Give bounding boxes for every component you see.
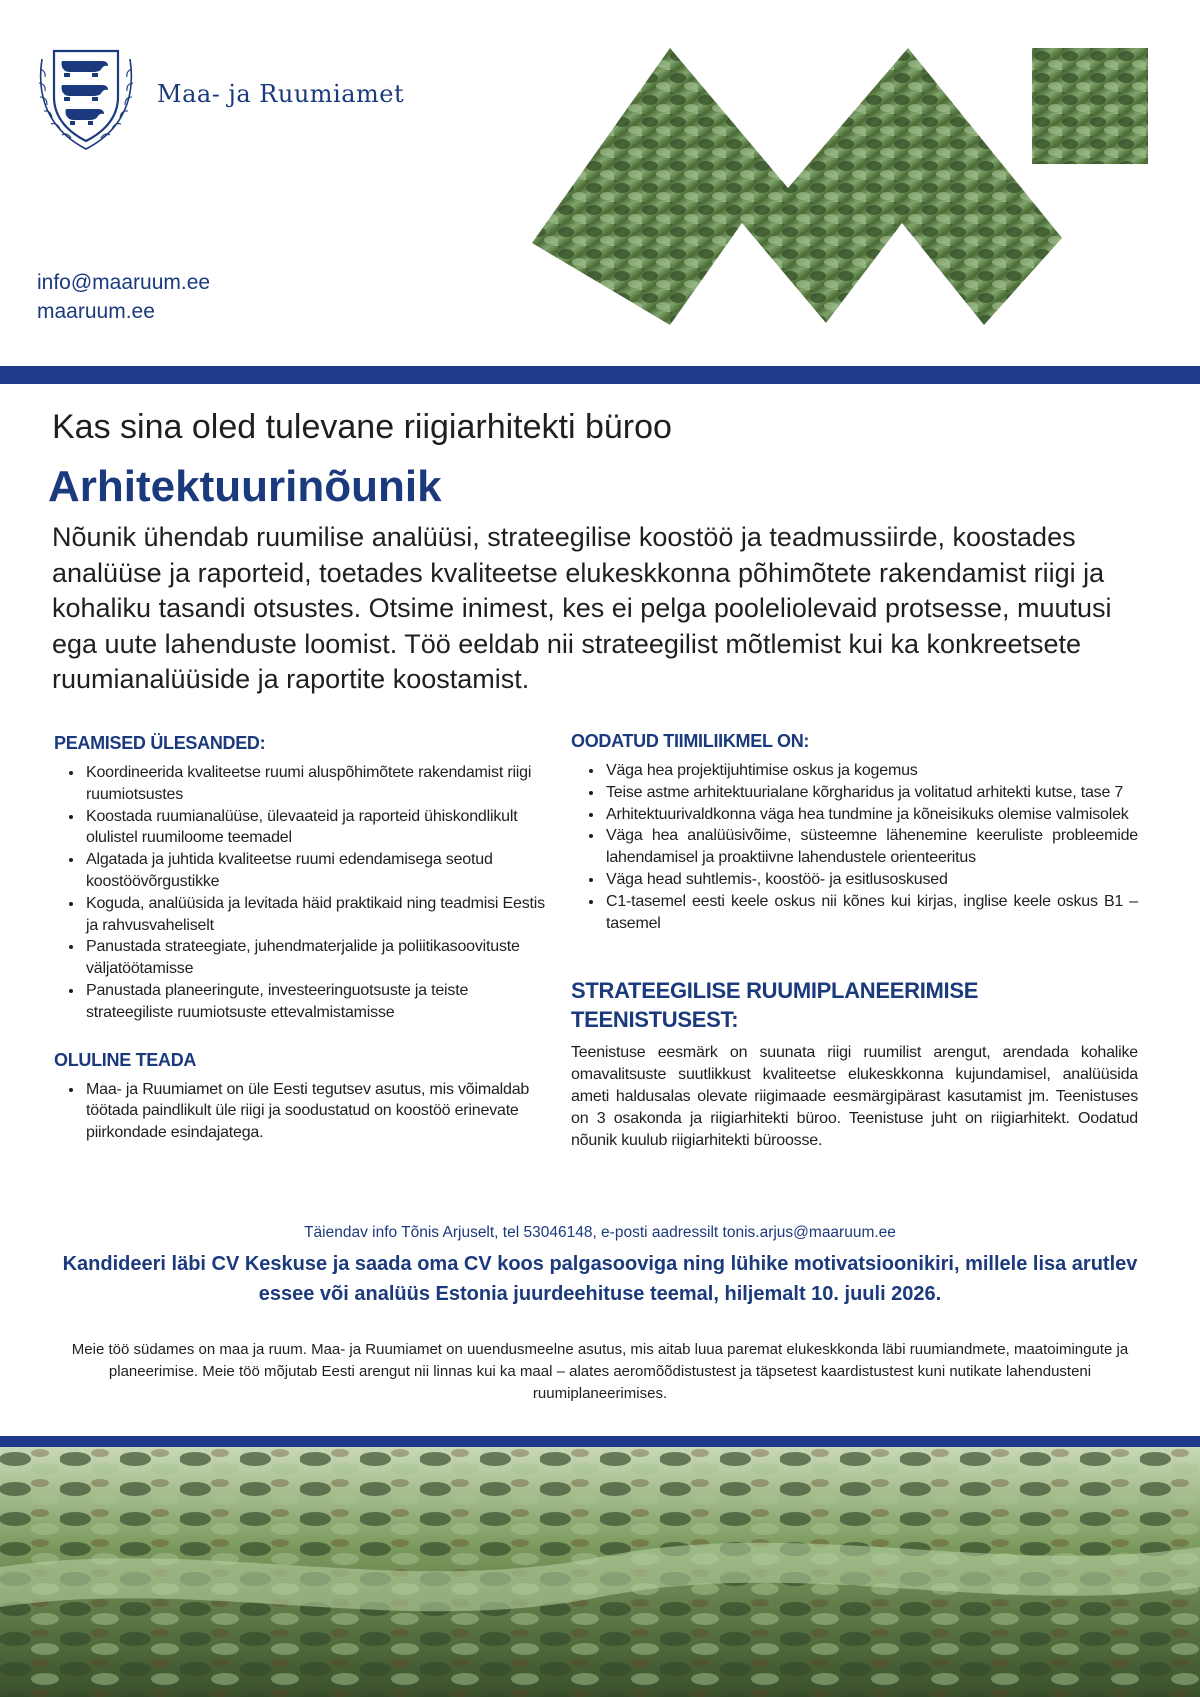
service-description: Teenistuse eesmärk on suunata riigi ruumilist arengut, arendada kohalike omavalitsuste suutlikkust kvaliteetse elukeskkonna kujundamisel, analüüsida ameti haldusalas olevate riigimaade eesmärgipärast kasutamist jm. Teenistuses on 3 osakonda ja riigiarhitekti büroo. Teenistuse juht on riigiarhitekt. Oodatud nõunik kuulub riigiarhitekti büroosse.: [571, 1044, 1138, 1149]
list-item: • C1-tasemel eesti keele oskus nii kõnes kui kirjas, inglise keele oskus B1 – tasemel: [604, 891, 1138, 935]
list-item: • Koostada ruumianalüüse, ülevaateid ja raporteid ühiskondlikult olulistel ruumiloome teemadel: [84, 806, 554, 850]
job-title: Arhitektuurinõunik: [48, 462, 442, 511]
list-item: • Panustada planeeringute, investeeringuotsuste ja teiste strateegiliste ruumiotsuste ettevalmistamisse: [84, 980, 554, 1024]
list-item: • Arhitektuurivaldkonna väga hea tundmine ja kõneisikuks olemise valmisolek: [604, 804, 1138, 826]
list-item: • Väga hea projektijuhtimise oskus ja kogemus: [604, 760, 1138, 782]
list-item: • Teise astme arhitektuurialane kõrgharidus ja volitatud arhitekti kutse, tase 7: [604, 782, 1138, 804]
about-organization: Meie töö südames on maa ja ruum. Maa- ja Ruumiamet on uuendusmeelne asutus, mis aitab luua paremat elukeskkonda läbi ruumiandmete, maatoimingute ja planeerimise. Meie töö mõjutab Eesti arengut nii linnas kui ka maal – alates aeromõõdistustest ja täpsetest kaardistustest kuni nutikate lahendusteni ruumiplaneerimises.: [71, 1341, 1129, 1402]
bottom-divider-band: [0, 1436, 1200, 1447]
tasks-list: [54, 762, 554, 1024]
hero-landscape-shapes: [530, 48, 1150, 328]
contact-block: [37, 268, 210, 326]
top-divider-band: [0, 366, 1200, 384]
list-item: • Väga hea analüüsivõime, süsteemne lähenemine keeruliste probleemide lahendamisel ja proaktiivne lahendustele orienteeritus: [604, 825, 1138, 869]
expected-heading: OODATUD TIIMILIIKMEL ON:: [571, 731, 810, 751]
right-column: [571, 731, 1138, 1151]
list-item: • Panustada strateegiate, juhendmaterjalide ja poliitikasoovituste väljatöötamisse: [84, 936, 554, 980]
list-item: • Koordineerida kvaliteetse ruumi aluspõhimõtete rakendamist riigi ruumiotsustes: [84, 762, 554, 806]
landscape-photo: [0, 1447, 1200, 1697]
left-column: [54, 733, 554, 1144]
important-heading: OLULINE TEADA: [54, 1049, 197, 1070]
list-item: • Väga head suhtlemis-, koostöö- ja esitlusoskused: [604, 869, 1138, 891]
ad-kicker: Kas sina oled tulevane riigiarhitekti büroo: [52, 408, 672, 446]
important-list: [54, 1079, 554, 1144]
organization-name: Maa- ja Ruumiamet: [157, 80, 405, 108]
tasks-heading: PEAMISED ÜLESANDED:: [54, 733, 266, 753]
list-item: • Koguda, analüüsida ja levitada häid praktikaid ning teadmisi Eestis ja rahvusvaheliselt: [84, 893, 554, 937]
apply-instructions: Kandideeri läbi CV Keskuse ja saada oma CV koos palgasooviga ning lühike motivatsioonikiri, millele lisa arutlev essee või analüüs Estonia juurdeehituse teemal, hiljemalt 10. juuli 2026.: [62, 1253, 1138, 1305]
coat-of-arms-logo: [36, 45, 136, 153]
extra-info: Täiendav info Tõnis Arjuselt, tel 53046148, e-posti aadressilt tonis.arjus@maaruum.ee: [304, 1224, 896, 1241]
expected-list: [571, 760, 1138, 934]
job-intro: Nõunik ühendab ruumilise analüüsi, strateegilise koostöö ja teadmussiirde, koostades analüüse ja raporteid, toetades kvaliteetse elukeskkonna põhimõtete rakendamist riigi ja kohaliku tasandi otsustes. Otsime inimest, kes ei pelga pooleliolevaid protsesse, muutusi ega uute lahenduste loomist. Töö eeldab nii strateegilist mõtlemist kui ka konkreetsete ruumianalüüside ja raportite koostamist.: [52, 522, 1112, 694]
list-item: • Maa- ja Ruumiamet on üle Eesti tegutsev asutus, mis võimaldab töötada paindlikult üle riigi ja soodustatud on koostöö erinevate piirkondade esindajatega.: [84, 1079, 554, 1144]
coat-of-arms-icon: [36, 45, 136, 153]
list-item: • Algatada ja juhtida kvaliteetse ruumi edendamisega seotud koostöövõrgustikke: [84, 849, 554, 893]
email-link[interactable]: info@maaruum.ee: [37, 271, 211, 294]
service-heading: STRATEEGILISE RUUMIPLANEERIMISE TEENISTUSEST:: [571, 978, 979, 1033]
website-link[interactable]: maaruum.ee: [37, 300, 155, 323]
